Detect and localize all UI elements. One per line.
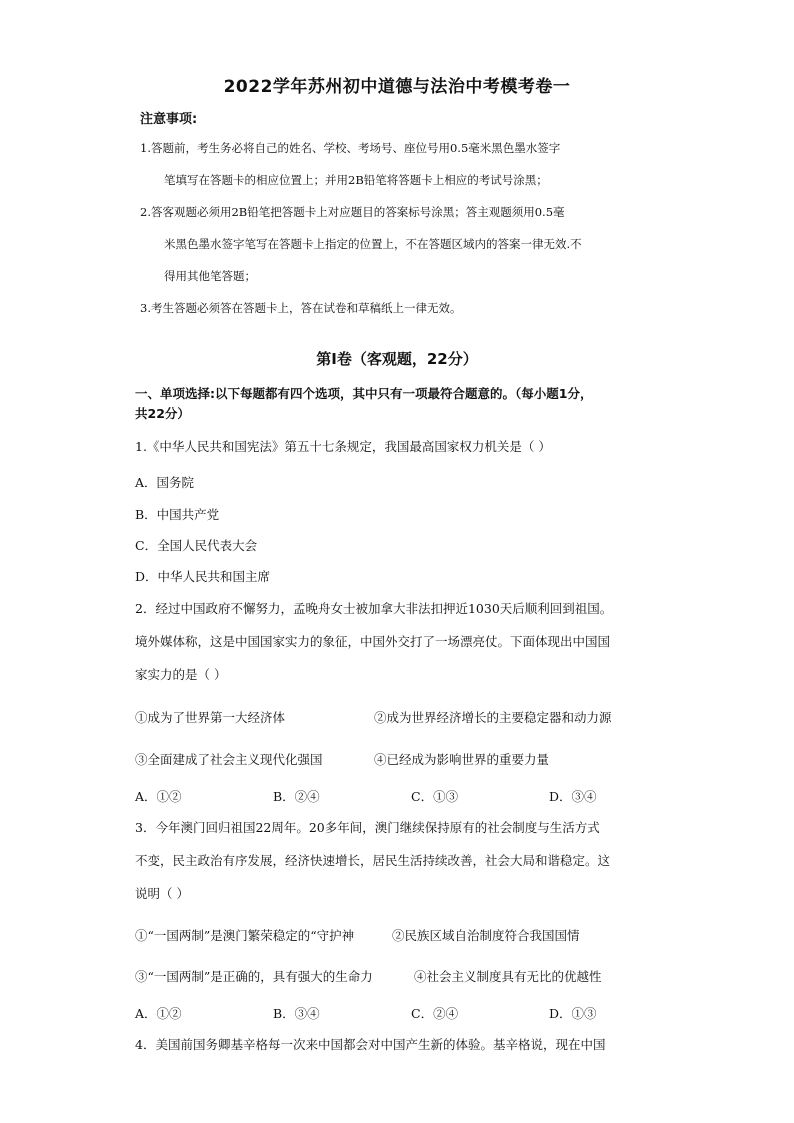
question-1-stem: 1.《中华人民共和国宪法》第五十七条规定，我国最高国家权力机关是（ ）: [135, 439, 551, 454]
question-4-stem-line: 4．美国前国务卿基辛格每一次来中国都会对中国产生新的体验。基辛格说，现在中国: [135, 1037, 606, 1052]
notice-line: 2.答客观题必须用2B铅笔把答题卡上对应题目的答案标号涂黑；答主观题须用0.5毫: [140, 205, 565, 219]
exam-title: 2022学年苏州初中道德与法治中考模考卷一: [223, 77, 571, 97]
question-1-option-c: C．全国人民代表大会: [135, 538, 258, 553]
section-title: 第Ⅰ卷（客观题，22分）: [316, 350, 478, 368]
notice-list: [140, 132, 660, 324]
question-3-stem-line: 3．今年澳门回归祖国22周年。20多年间，澳门继续保持原有的社会制度与生活方式: [135, 820, 600, 835]
notice-heading: 注意事项:: [140, 112, 198, 127]
notice-line: 1.答题前，考生务必将自己的姓名、学校、考场号、座位号用0.5毫米黑色墨水签字: [140, 141, 561, 155]
question-3-option-a: A．①②: [135, 1006, 182, 1021]
question-3-statement-3: ③“一国两制”是正确的，具有强大的生命力: [135, 969, 373, 984]
question-2-statement-3: ③全面建成了社会主义现代化强国: [135, 752, 323, 767]
question-1-option-a: A．国务院: [135, 475, 195, 490]
question-3-stem-line: 不变，民主政治有序发展，经济快速增长，居民生活持续改善，社会大局和谐稳定。这: [135, 853, 611, 868]
notice-line: 米黑色墨水签字笔写在答题卡上指定的位置上，不在答题区域内的答案一律无效.不: [164, 237, 582, 251]
question-3-option-b: B．③④: [273, 1006, 320, 1021]
question-3-option-d: D．①③: [549, 1006, 597, 1021]
question-2-options: [135, 787, 687, 805]
question-2-statement-1: ①成为了世界第一大经济体: [135, 710, 286, 725]
notice-line: 3.考生答题必须答在答题卡上，答在试卷和草稿纸上一律无效。: [140, 301, 462, 315]
question-2-option-d: D．③④: [549, 789, 597, 804]
question-1-option-b: B．中国共产党: [135, 507, 220, 522]
notice-line: 得用其他笔答题；: [164, 269, 256, 283]
question-3-option-c: C．②④: [411, 1006, 459, 1021]
question-2-stem-line: 境外媒体称，这是中国国家实力的象征，中国外交打了一场漂亮仗。下面体现出中国国: [135, 634, 611, 649]
question-3-statement-1: ①“一国两制”是澳门繁荣稳定的“守护神: [135, 928, 355, 943]
question-2-option-a: A．①②: [135, 789, 182, 804]
question-2-statement-2: ②成为世界经济增长的主要稳定器和动力源: [374, 710, 612, 725]
question-3-statement-2: ②民族区域自治制度符合我国国情: [392, 928, 580, 943]
question-3-options: [135, 1004, 687, 1022]
question-2-statement-4: ④已经成为影响世界的重要力量: [374, 752, 550, 767]
question-2-stem-line: 家实力的是（ ）: [135, 667, 227, 682]
question-2-option-c: C．①③: [411, 789, 459, 804]
notice-line: 笔填写在答题卡的相应位置上；并用2B铅笔将答题卡上相应的考试号涂黑；: [164, 173, 548, 187]
question-3-stem-line: 说明（ ）: [135, 886, 189, 901]
question-2-option-b: B．②④: [273, 789, 320, 804]
part-heading-line: 共22分）: [135, 406, 190, 421]
question-2-stem-line: 2．经过中国政府不懈努力，孟晚舟女士被加拿大非法扣押近1030天后顺利回到祖国。: [135, 601, 613, 616]
part-heading-line: 一、单项选择:以下每题都有四个选项，其中只有一项最符合题意的。（每小题1分，: [135, 386, 593, 401]
question-3-statement-4: ④社会主义制度具有无比的优越性: [414, 969, 602, 984]
question-1-option-d: D．中华人民共和国主席: [135, 569, 271, 584]
